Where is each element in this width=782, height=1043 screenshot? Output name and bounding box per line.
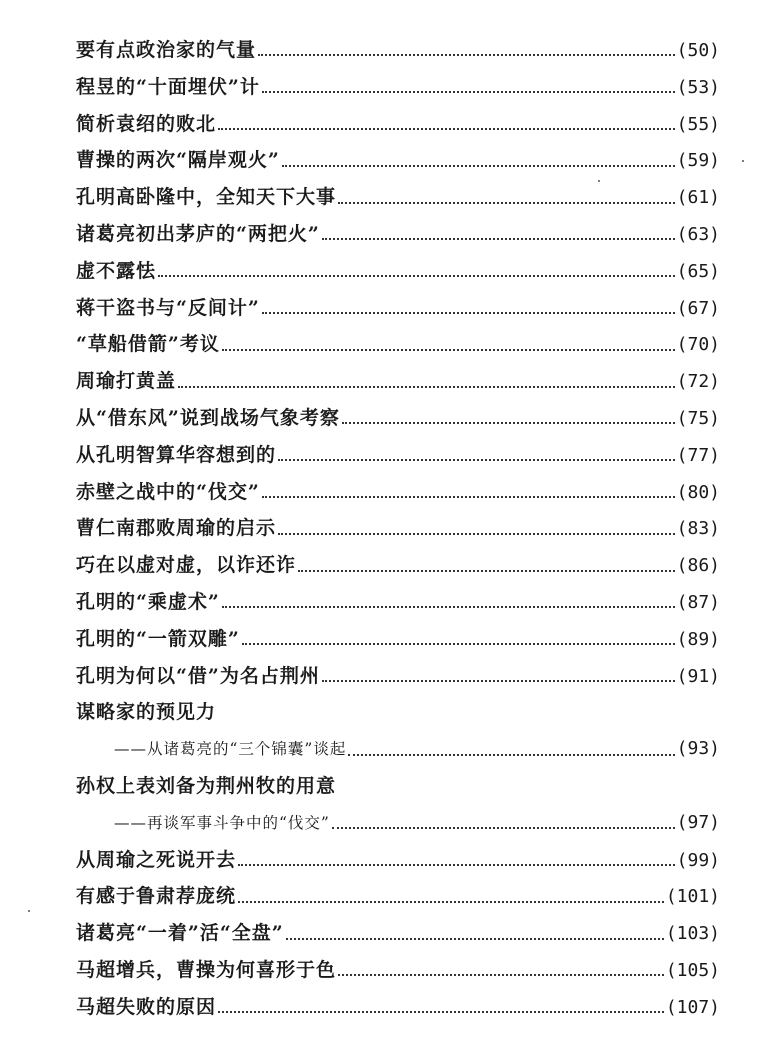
entry-page-number: (107) (665, 996, 720, 1018)
dot-leader (348, 754, 674, 756)
entry-page-number: (93) (676, 738, 720, 760)
dot-leader (322, 680, 675, 682)
dot-leader (298, 570, 675, 572)
dot-leader (262, 496, 675, 498)
entry-title: 从周瑜之死说开去 (76, 848, 237, 871)
entry-page-number: (87) (676, 591, 720, 613)
entry-page-number: (77) (676, 444, 720, 466)
entry-title: 蒋干盗书与“反间计” (76, 296, 260, 319)
entry-title: 曹操的两次“隔岸观火” (76, 149, 280, 172)
toc-entry (76, 253, 720, 290)
entry-subtitle: ——再谈军事斗争中的“伐交” (114, 813, 330, 832)
toc-entry (76, 952, 720, 989)
toc-entry (76, 142, 720, 179)
toc-entry (76, 621, 720, 658)
entry-page-number: (65) (676, 260, 720, 282)
entry-title: “草船借箭”考议 (76, 333, 220, 356)
toc-entry-subtitle-row (76, 805, 720, 842)
table-of-contents (76, 32, 720, 1026)
toc-entry (76, 363, 720, 400)
scan-speck (598, 180, 600, 182)
entry-page-number: (99) (676, 849, 720, 871)
entry-title: 程昱的“十面埋伏”计 (76, 75, 260, 98)
dot-leader (178, 386, 675, 388)
entry-subtitle: ——从诸葛亮的“三个锦囊”谈起 (114, 740, 347, 759)
entry-page-number: (89) (676, 628, 720, 650)
entry-page-number: (72) (676, 371, 720, 393)
toc-entry (76, 69, 720, 106)
toc-entry (76, 989, 720, 1026)
entry-page-number: (50) (676, 40, 720, 61)
entry-page-number: (70) (676, 334, 720, 356)
dot-leader (218, 128, 675, 130)
entry-title: 曹仁南郡败周瑜的启示 (76, 517, 277, 540)
toc-entry (76, 694, 720, 731)
entry-title: 简析袁绍的败北 (76, 112, 217, 135)
scan-speck (28, 910, 30, 912)
entry-title: 有感于鲁肃荐庞统 (76, 885, 237, 908)
entry-title: 诸葛亮“一着”活“全盘” (76, 922, 284, 945)
entry-title: 要有点政治家的气量 (76, 39, 257, 61)
dot-leader (282, 165, 675, 167)
entry-page-number: (83) (676, 518, 720, 540)
entry-title: 孔明的“一箭双雕” (76, 627, 240, 650)
entry-page-number: (61) (676, 187, 720, 209)
dot-leader (158, 275, 675, 277)
entry-page-number: (86) (676, 555, 720, 577)
toc-entry (76, 437, 720, 474)
entry-title: 虚不露怯 (76, 259, 157, 282)
dot-leader (238, 901, 664, 903)
toc-entry-subtitle-row (76, 731, 720, 768)
entry-title: 马超失败的原因 (76, 995, 217, 1018)
entry-page-number: (103) (665, 923, 720, 945)
entry-title: 周瑜打黄盖 (76, 370, 177, 393)
dot-leader (242, 643, 675, 645)
dot-leader (278, 533, 675, 535)
toc-entry (76, 584, 720, 621)
dot-leader (238, 864, 675, 866)
entry-page-number: (101) (665, 886, 720, 908)
dot-leader (262, 312, 675, 314)
dot-leader (322, 238, 675, 240)
entry-page-number: (75) (676, 407, 720, 429)
toc-entry (76, 842, 720, 879)
entry-title: 诸葛亮初出茅庐的“两把火” (76, 222, 320, 245)
dot-leader (286, 938, 664, 940)
toc-entry (76, 179, 720, 216)
entry-page-number: (55) (676, 113, 720, 135)
toc-entry (76, 474, 720, 511)
toc-entry (76, 326, 720, 363)
dot-leader (222, 349, 675, 351)
entry-page-number: (53) (676, 76, 720, 98)
dot-leader (332, 827, 675, 829)
entry-title: 从“借东风”说到战场气象考察 (76, 406, 340, 429)
toc-entry (76, 290, 720, 327)
toc-entry (76, 400, 720, 437)
entry-page-number: (59) (676, 150, 720, 172)
dot-leader (342, 422, 675, 424)
entry-title: 赤壁之战中的“伐交” (76, 480, 260, 503)
dot-leader (258, 54, 675, 56)
entry-title: 马超增兵，曹操为何喜形于色 (76, 958, 337, 981)
entry-page-number: (67) (676, 297, 720, 319)
entry-page-number: (97) (676, 811, 720, 833)
entry-page-number: (105) (665, 959, 720, 981)
dot-leader (338, 974, 664, 976)
toc-entry (76, 878, 720, 915)
toc-entry (76, 915, 720, 952)
entry-title: 从孔明智算华容想到的 (76, 443, 277, 466)
dot-leader (262, 91, 675, 93)
dot-leader (218, 1011, 664, 1013)
entry-title: 巧在以虚对虚，以诈还诈 (76, 554, 297, 577)
dot-leader (278, 459, 675, 461)
toc-entry (76, 658, 720, 695)
entry-title: 谋略家的预见力 (76, 701, 217, 724)
entry-page-number: (63) (676, 223, 720, 245)
scan-speck (742, 160, 744, 162)
toc-entry (76, 547, 720, 584)
entry-page-number: (91) (676, 665, 720, 687)
entry-title: 孔明为何以“借”为名占荆州 (76, 664, 320, 687)
toc-entry (76, 32, 720, 69)
entry-title: 孔明的“乘虚术” (76, 590, 220, 613)
dot-leader (338, 202, 675, 204)
entry-title: 孔明高卧隆中，全知天下大事 (76, 186, 337, 209)
toc-entry (76, 106, 720, 143)
toc-entry (76, 510, 720, 547)
entry-page-number: (80) (676, 481, 720, 503)
toc-entry (76, 216, 720, 253)
toc-entry (76, 768, 720, 805)
entry-title: 孙权上表刘备为荆州牧的用意 (76, 774, 337, 797)
dot-leader (222, 606, 675, 608)
